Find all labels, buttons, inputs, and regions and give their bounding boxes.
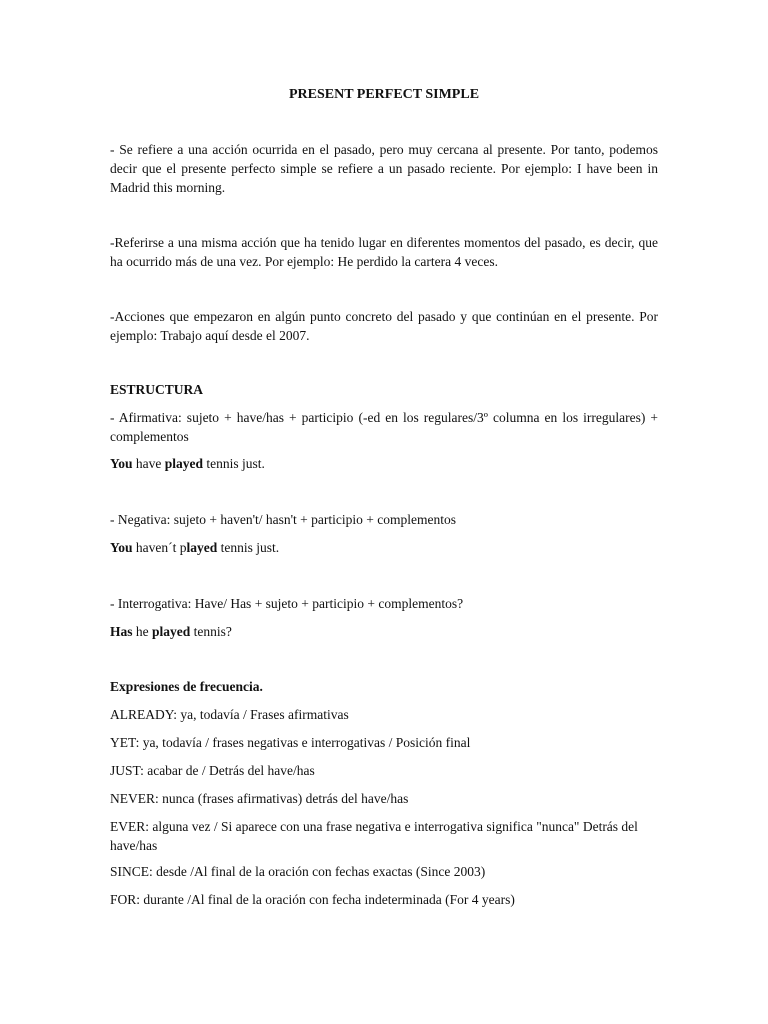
interrogative-example bbox=[110, 622, 658, 641]
example-verb: played bbox=[152, 624, 191, 639]
use-paragraph-1: - Se refiere a una acción ocurrida en el pasado, pero muy cercana al presente. Por tanto, podemos decir que el presente perfecto simple se refiere a un pasado reciente. Por ejemplo: I have been in Madrid this morning. bbox=[110, 142, 658, 195]
structure-heading: ESTRUCTURA bbox=[110, 382, 204, 397]
frequency-item-yet: YET: ya, todavía / frases negativas e interrogativas / Posición final bbox=[110, 735, 471, 750]
frequency-item-ever: EVER: alguna vez / Si aparece con una frase negativa e interrogativa significa "nunca" Detrás del have/has bbox=[110, 819, 638, 853]
example-subject: You bbox=[110, 456, 133, 471]
example-verb: played bbox=[164, 456, 204, 471]
example-rest: tennis? bbox=[190, 624, 232, 639]
frequency-item-for: FOR: durante /Al final de la oración con fecha indeterminada (For 4 years) bbox=[110, 892, 515, 907]
use-paragraph-3: -Acciones que empezaron en algún punto concreto del pasado y que continúan en el presente. Por ejemplo: Trabajo aquí desde el 2007. bbox=[110, 309, 658, 343]
document-page bbox=[110, 0, 658, 1024]
example-subject: You bbox=[110, 540, 133, 555]
interrogative-rule: - Interrogativa: Have/ Has + sujeto + participio + complementos? bbox=[110, 596, 464, 611]
negative-example bbox=[110, 538, 658, 557]
example-aux: have bbox=[132, 456, 165, 471]
frequency-item-just: JUST: acabar de / Detrás del have/has bbox=[110, 763, 315, 778]
use-paragraph-2: -Referirse a una misma acción que ha tenido lugar en diferentes momentos del pasado, es decir, que ha ocurrido más de una vez. Por ejemplo: He perdido la cartera 4 veces. bbox=[110, 235, 658, 269]
frequency-heading: Expresiones de frecuencia. bbox=[110, 679, 263, 694]
affirmative-example bbox=[110, 454, 658, 473]
affirmative-rule: - Afirmativa: sujeto + have/has + participio (-ed en los regulares/3º columna en los irregulares) + complementos bbox=[110, 410, 658, 444]
example-rest: tennis just. bbox=[203, 456, 265, 471]
example-verb: layed bbox=[186, 540, 218, 555]
example-rest: tennis just. bbox=[217, 540, 280, 555]
document-title: PRESENT PERFECT SIMPLE bbox=[288, 87, 480, 102]
negative-rule: - Negativa: sujeto + haven't/ hasn't + participio + complementos bbox=[110, 512, 456, 527]
example-aux: haven´t p bbox=[132, 540, 187, 555]
frequency-item-since: SINCE: desde /Al final de la oración con fechas exactas (Since 2003) bbox=[110, 864, 486, 879]
frequency-item-never: NEVER: nunca (frases afirmativas) detrás del have/has bbox=[110, 791, 409, 806]
example-aux: he bbox=[132, 624, 153, 639]
example-subject: Has bbox=[110, 624, 133, 639]
frequency-item-already: ALREADY: ya, todavía / Frases afirmativas bbox=[110, 707, 349, 722]
